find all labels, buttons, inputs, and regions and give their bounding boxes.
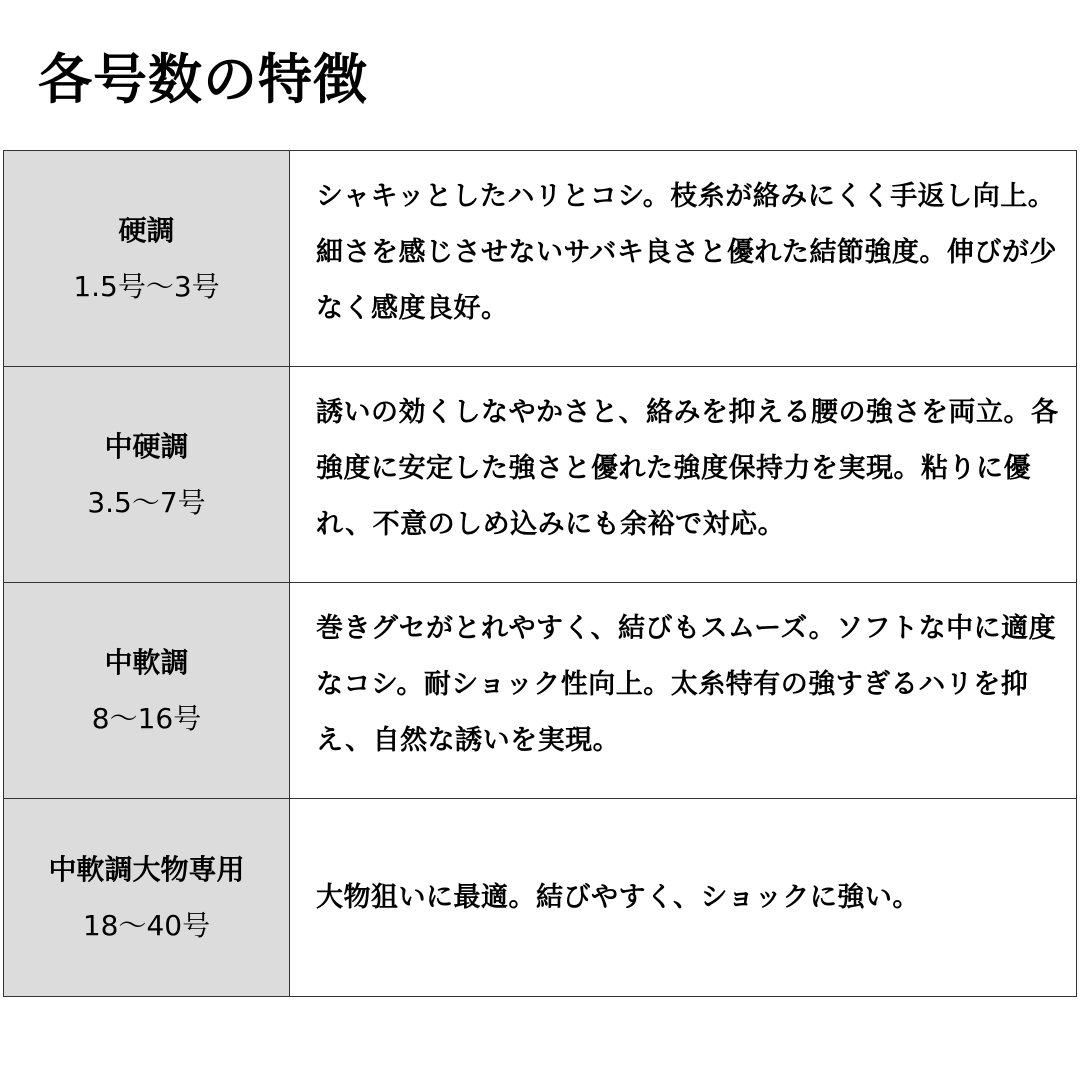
- grade-description: 誘いの効くしなやかさと、絡みを抑える腰の強さを両立。各強度に安定した強さと優れた強度保持力を実現。粘りに優れ、不意のしめ込みにも余裕で対応。: [316, 397, 1059, 540]
- line-grade-table: [3, 150, 1077, 997]
- grade-description: シャキッとしたハリとコシ。枝糸が絡みにくく手返し向上。細さを感じさせないサバキ良さと優れた結節強度。伸びが少なく感度良好。: [316, 181, 1057, 324]
- table-row: [4, 367, 1077, 583]
- table-row: [4, 151, 1077, 367]
- grade-description: 大物狙いに最適。結びやすく、ショックに強い。: [316, 881, 920, 913]
- grade-name: 硬調: [118, 213, 175, 247]
- grade-range: 8〜16号: [91, 701, 202, 735]
- table-row: [4, 799, 1077, 997]
- page-title: 各号数の特徴: [38, 48, 368, 111]
- grade-label-cell: [4, 799, 290, 997]
- grade-range: 3.5〜7号: [87, 485, 206, 519]
- grade-name: 中硬調: [104, 429, 189, 463]
- grade-description-cell: [290, 799, 1077, 997]
- grade-name: 中軟調: [104, 645, 189, 679]
- grade-range: 1.5号〜3号: [73, 269, 220, 303]
- grade-name: 中軟調大物専用: [48, 852, 245, 886]
- grade-description-cell: [290, 583, 1077, 799]
- grade-description-cell: [290, 151, 1077, 367]
- grade-description-cell: [290, 367, 1077, 583]
- grade-description: 巻きグセがとれやすく、結びもスムーズ。ソフトな中に適度なコシ。耐ショック性向上。太糸特有の強すぎるハリを抑え、自然な誘いを実現。: [316, 613, 1057, 756]
- grade-label-cell: [4, 367, 290, 583]
- grade-label-cell: [4, 151, 290, 367]
- grade-label-cell: [4, 583, 290, 799]
- table-row: [4, 583, 1077, 799]
- grade-range: 18〜40号: [82, 908, 211, 942]
